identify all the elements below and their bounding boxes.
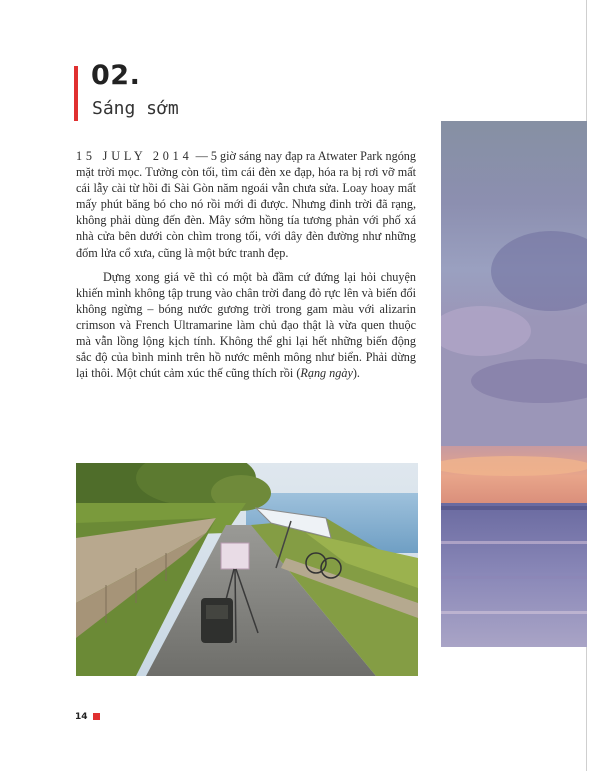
paragraph-1-text: 5 giờ sáng nay đạp ra Atwater Park ngóng mặt trời mọc. Tưởng còn tối, tìm cái đèn xe đạp, hóa ra bị rơi vỡ mất cái lẫy cài từ hồi đi Sài Gòn năm ngoái vẫn chưa sửa. Loay hoay mất mấy phút băng bó cho nó rồi mới đi được. Nhưng đinh trời đã rạng, không phải dùng đến đèn. Mây sớm hồng tía tương phản với phố xá nhà cửa bên dưới còn chìm trong tối, với dây đèn đường như những đốm lửa cổ xưa, cũng là một bức tranh đẹp. [76,149,416,260]
chapter-number: 02. [91,60,141,91]
paragraph-2-end: ). [352,366,360,381]
sunrise-painting [441,121,587,647]
entry-date: 15 JULY 2014 [76,149,193,163]
paragraph-2 [76,269,416,382]
paragraph-1 [76,148,416,261]
page-number: 14 [75,712,88,722]
paragraph-2-text: Dựng xong giá vẽ thì có một bà đầm cứ đứng lại hỏi chuyện khiến mình không tập trung vào chân trời đang đỏ rực lên và biến đổi không ngừng – bóng nước gương trời trong gam màu với alizarin crimson và French Ultramarine làm chủ đạo thật là vừa quen thuộc mà vẫn lồng lộng kịch tính. Không thể ghi lại hết những biến động sắc độ của bình minh trên hồ nước mênh mông như biển. Phải dừng lại thôi. Một chút cảm xúc thế cũng thích rồi ( [76,269,416,381]
chapter-accent-bar [74,66,78,121]
body-text [76,148,416,389]
date-dash: — [195,149,208,163]
painting-title: Rạng ngày [300,366,353,381]
page-number-mark [93,713,100,720]
easel-photo [76,463,418,676]
chapter-title: Sáng sớm [92,98,179,119]
